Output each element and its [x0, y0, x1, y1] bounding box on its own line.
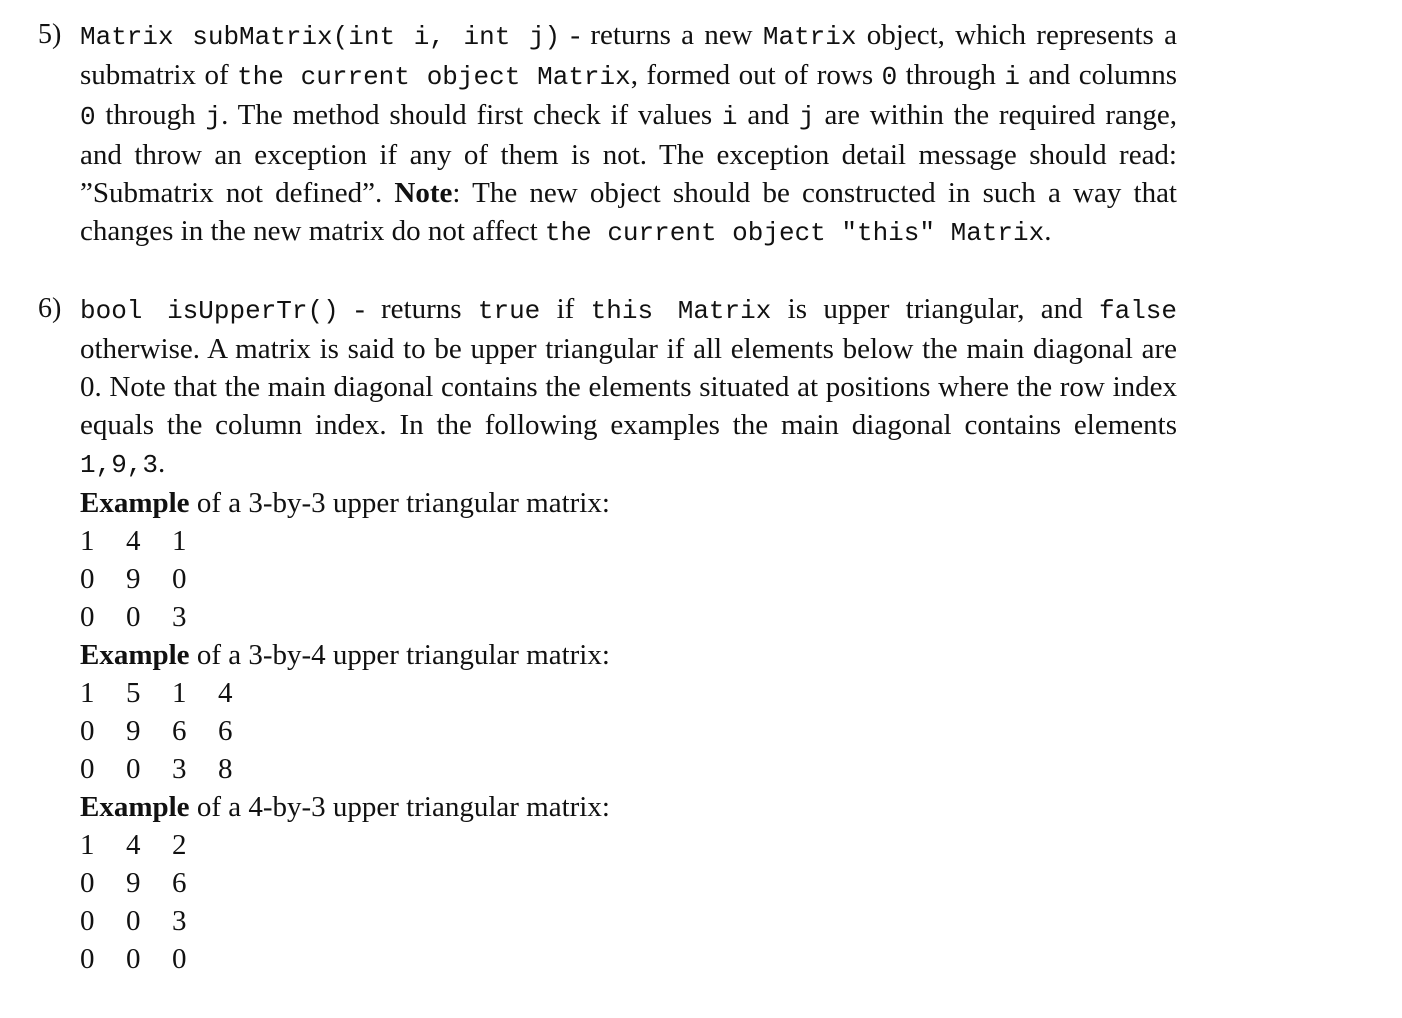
text-fragment: are within the required range, and throw an exception if any of them is not. The exception detail message should read: ”Submatrix not defined”. — [80, 99, 1177, 209]
code-fragment: the current object "this" Matrix — [544, 218, 1045, 248]
code-fragment: Matrix — [762, 22, 857, 52]
text-fragment: . — [1044, 215, 1052, 247]
matrix-cell: 8 — [218, 753, 233, 785]
text-fragment: through — [897, 59, 1005, 91]
matrix-cell: 3 — [172, 601, 187, 633]
matrix-cell: 6 — [172, 867, 187, 899]
example-caption: of a 4-by-3 upper triangular matrix: — [189, 791, 610, 823]
matrix-row — [80, 522, 1177, 560]
matrix-cell: 6 — [218, 715, 233, 747]
matrix-cell: 1 — [80, 829, 95, 861]
matrix-cell: 2 — [172, 829, 187, 861]
example-label: Example — [80, 487, 190, 519]
matrix-cell: 4 — [126, 525, 141, 557]
example-3x4-caption — [80, 636, 1177, 674]
matrix-cell: 1 — [172, 677, 187, 709]
matrix-row — [80, 826, 1177, 864]
example-4x3-caption — [80, 788, 1177, 826]
text-fragment: if — [540, 293, 591, 325]
matrix-row — [80, 864, 1177, 902]
matrix-cell: 0 — [126, 905, 141, 937]
is-upper-tr-signature: bool isUpperTr() — [80, 296, 339, 326]
text-fragment: . — [158, 447, 166, 479]
example-label: Example — [80, 791, 190, 823]
text-fragment: , formed out of rows — [630, 59, 882, 91]
code-fragment: i — [721, 102, 738, 132]
text-fragment: . The method should first check if values — [221, 99, 722, 131]
code-fragment: i — [1004, 62, 1020, 92]
example-3x3-caption — [80, 484, 1177, 522]
code-fragment: the current object Matrix — [237, 62, 631, 92]
code-fragment: this Matrix — [590, 296, 772, 326]
matrix-cell: 4 — [126, 829, 141, 861]
matrix-cell: 1 — [172, 525, 187, 557]
matrix-4x3 — [80, 826, 1177, 978]
matrix-cell: 0 — [80, 867, 95, 899]
matrix-cell: 0 — [126, 943, 141, 975]
matrix-3x3 — [80, 522, 1177, 636]
code-fragment: j — [205, 102, 222, 132]
matrix-cell: 9 — [126, 563, 141, 595]
matrix-row — [80, 940, 1177, 978]
matrix-cell: 0 — [80, 905, 95, 937]
matrix-cell: 4 — [218, 677, 233, 709]
item-5-paragraph — [80, 16, 1177, 252]
matrix-cell: 3 — [172, 753, 187, 785]
code-fragment: j — [799, 102, 815, 132]
text-fragment: - returns — [338, 293, 478, 325]
matrix-row — [80, 750, 1177, 788]
matrix-cell: 0 — [126, 601, 141, 633]
example-caption: of a 3-by-4 upper triangular matrix: — [189, 639, 610, 671]
matrix-row — [80, 560, 1177, 598]
matrix-row — [80, 902, 1177, 940]
note-label: Note — [394, 177, 453, 209]
matrix-cell: 0 — [126, 753, 141, 785]
text-fragment: is upper triangular, and — [771, 293, 1099, 325]
matrix-cell: 0 — [80, 753, 95, 785]
matrix-cell: 3 — [172, 905, 187, 937]
matrix-row — [80, 712, 1177, 750]
text-fragment: otherwise. A matrix is said to be upper triangular if all elements below the main diagonal are 0. Note that the main diagonal contains the elements situated at positions where the row index equals the column index. In the following examples the main diagonal contains elements — [80, 333, 1177, 441]
matrix-cell: 0 — [172, 563, 187, 595]
text-fragment: through — [95, 99, 206, 131]
matrix-3x4 — [80, 674, 1177, 788]
text-fragment: and — [737, 99, 800, 131]
matrix-row — [80, 674, 1177, 712]
code-fragment: true — [477, 296, 541, 326]
matrix-cell: 0 — [80, 715, 95, 747]
code-fragment: 0 — [80, 102, 96, 132]
matrix-cell: 0 — [80, 563, 95, 595]
matrix-cell: 0 — [80, 943, 95, 975]
item-6-paragraph — [80, 290, 1177, 484]
matrix-cell: 6 — [172, 715, 187, 747]
text-fragment: and columns — [1019, 59, 1177, 91]
text-fragment: : The new object should be constructed in such a way that changes in the new matrix do not affect — [80, 177, 1177, 247]
item-5-number: 5) — [38, 19, 62, 50]
matrix-cell: 9 — [126, 715, 141, 747]
matrix-cell: 1 — [80, 677, 95, 709]
example-caption: of a 3-by-3 upper triangular matrix: — [189, 487, 610, 519]
matrix-cell: 9 — [126, 867, 141, 899]
text-fragment: object, which represents a submatrix of — [80, 19, 1177, 91]
text-fragment: - returns a new — [560, 19, 763, 51]
submatrix-signature: Matrix subMatrix(int i, int j) — [80, 22, 561, 52]
matrix-cell: 5 — [126, 677, 141, 709]
code-fragment: 1,9,3 — [80, 450, 159, 480]
code-fragment: 0 — [881, 62, 898, 92]
matrix-cell: 1 — [80, 525, 95, 557]
matrix-row — [80, 598, 1177, 636]
item-5-body — [80, 16, 1177, 252]
item-6-body — [80, 290, 1177, 978]
matrix-cell: 0 — [80, 601, 95, 633]
example-label: Example — [80, 639, 190, 671]
matrix-cell: 0 — [172, 943, 187, 975]
item-6-number: 6) — [38, 293, 62, 324]
code-fragment: false — [1099, 296, 1178, 326]
